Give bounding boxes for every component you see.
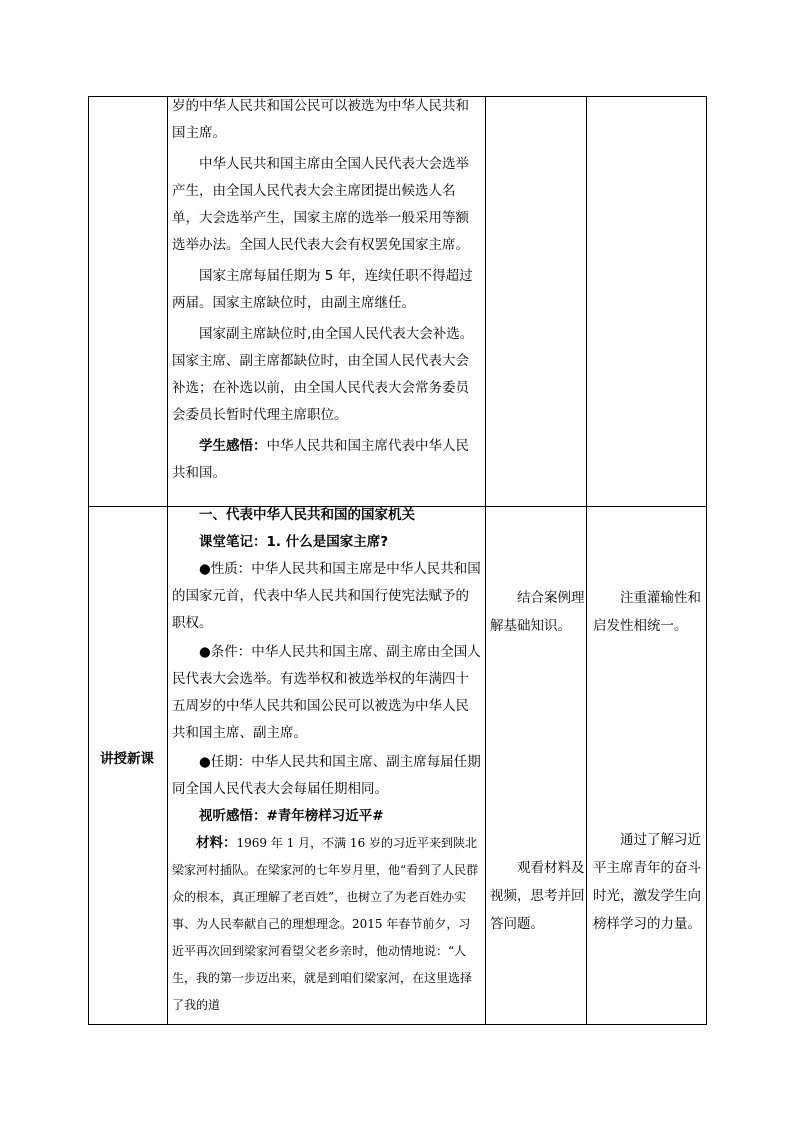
student-insight-text: 中华人民共和国主席代表中华人民共和国。 bbox=[172, 438, 469, 481]
paragraph: 岁的中华人民共和国公民可以被选为中华人民共和国主席。 bbox=[172, 98, 469, 141]
student-activity-1 bbox=[490, 584, 586, 640]
column-divider-2 bbox=[485, 96, 486, 1025]
design-intent-text: 注重灌输性和启发性相统一。 bbox=[593, 590, 701, 634]
table-border-left bbox=[88, 96, 89, 1025]
bottom-row-content bbox=[172, 502, 482, 1019]
nature-text: 中华人民共和国主席是中华人民共和国的国家元首，代表中华人民共和国行使宪法赋予的职权。 bbox=[172, 561, 481, 631]
nature-label: ●性质： bbox=[199, 561, 252, 577]
student-insight bbox=[172, 433, 482, 487]
column-divider-3 bbox=[586, 96, 587, 1025]
design-intent-text: 通过了解习近平主席青年的奋斗时光，激发学生向榜样学习的力量。 bbox=[593, 832, 701, 932]
student-insight-label: 学生感悟： bbox=[199, 438, 267, 454]
paragraph: 国家主席每届任期为 5 年，连续任职不得超过两届。国家主席缺位时，由副主席继任。 bbox=[172, 268, 473, 311]
class-note-title: 课堂笔记：1. 什么是国家主席? bbox=[199, 534, 389, 550]
section-label: 讲授新课 bbox=[100, 751, 154, 767]
nature-item bbox=[172, 556, 482, 637]
material-body: 1969 年 1 月，不满 16 岁的习近平来到陕北梁家河村插队。在梁家河的七年岁月里，他“看到了人民群众的根本，真正理解了老百姓”，也树立了为老百姓办实事、为人民奉献自己的理想理念。2015 年春节前夕，习近平再次回到梁家河看望父老乡亲时，他动情地说：“人生，我的第一步迈出来，就是到咱们梁家河，在这里选择了我的道 bbox=[172, 836, 479, 1012]
student-activity-text: 结合案例理解基础知识。 bbox=[490, 590, 585, 634]
term-text: 中华人民共和国主席、副主席每届任期同全国人民代表大会每届任期相同。 bbox=[172, 754, 481, 797]
term-item bbox=[172, 749, 482, 803]
condition-text: 中华人民共和国主席、副主席由全国人民代表大会选举。有选举权和被选举权的年满四十五周岁的中华人民共和国公民可以被选为中华人民共和国主席、副主席。 bbox=[172, 644, 481, 741]
paragraph: 国家副主席缺位时,由全国人民代表大会补选。国家主席、副主席都缺位时，由全国人民代表大会补选；在补选以前，由全国人民代表大会常务委员会委员长暂时代理主席职位。 bbox=[172, 326, 474, 423]
video-insight-title: 视听感悟：#青年榜样习近平# bbox=[199, 808, 384, 824]
paragraph: 中华人民共和国主席由全国人民代表大会选举产生，由全国人民代表大会主席团提出候选人名单，大会选举产生，国家主席的选举一般采用等额选举办法。全国人民代表大会有权罢免国家主席。 bbox=[172, 156, 469, 253]
term-label: ●任期： bbox=[199, 754, 252, 770]
lesson-plan-table bbox=[88, 96, 707, 1025]
condition-label: ●条件： bbox=[199, 644, 252, 660]
design-intent-2 bbox=[593, 826, 703, 938]
student-activity-text: 观看材料及视频，思考并回答问题。 bbox=[490, 860, 585, 932]
material-label: 材料： bbox=[196, 835, 237, 851]
student-activity-2 bbox=[490, 854, 586, 938]
column-divider-1 bbox=[167, 96, 168, 1025]
top-row-content bbox=[172, 93, 482, 487]
design-intent-1 bbox=[593, 584, 703, 640]
condition-item bbox=[172, 639, 482, 747]
section-heading: 一、代表中华人民共和国的国家机关 bbox=[199, 507, 415, 523]
material-text bbox=[172, 830, 482, 1019]
table-border-right bbox=[706, 96, 707, 1025]
table-border-bottom bbox=[88, 1024, 707, 1025]
